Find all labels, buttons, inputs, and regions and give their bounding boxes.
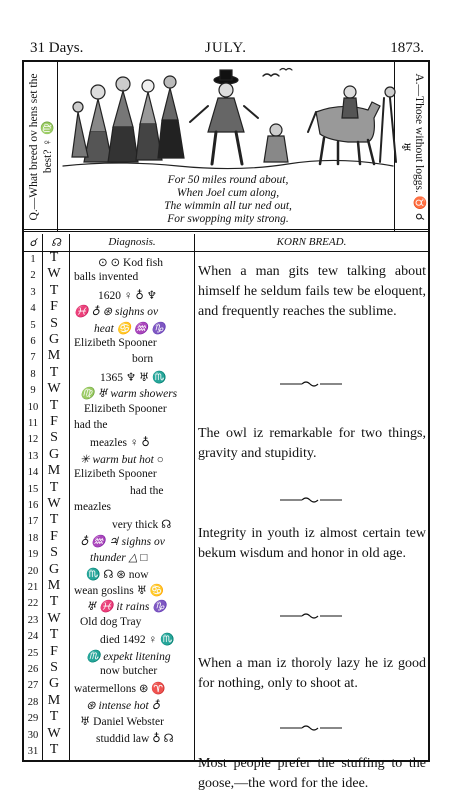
korn-paragraph: When a man gits tew talking about himself he seldum fails tew be eloquent, and frequently reaches the sublime.	[198, 264, 426, 319]
day-number: 14	[27, 467, 39, 479]
calendar-table	[24, 234, 428, 791]
page-header	[22, 36, 430, 60]
month-title: JULY.	[205, 40, 247, 56]
day-number: 18	[27, 532, 39, 544]
column-divider	[42, 234, 43, 762]
day-number: 2	[30, 270, 36, 282]
answer-column	[394, 62, 428, 232]
weekday-letter: S	[50, 660, 58, 675]
weekday-letter: S	[50, 315, 58, 331]
weekday-letter: F	[50, 643, 58, 659]
day-number: 30	[27, 729, 39, 741]
diagnosis-line: had the	[74, 419, 108, 431]
diagnosis-line: balls invented	[74, 271, 139, 284]
day-number: 31	[27, 746, 39, 757]
weekday-letter: M	[47, 692, 61, 708]
weekday-letter: T	[49, 397, 59, 413]
woodcut-illustration	[58, 62, 398, 172]
day-number: 27	[27, 680, 39, 692]
answer-text: A.—Those without loggs. ♉ ☌ ♅	[399, 73, 425, 221]
day-number: 1	[30, 254, 36, 265]
diagnosis-line: ♅ ♓ it rains ♑	[86, 601, 167, 614]
diagnosis-line: now butcher	[100, 665, 158, 677]
diagnosis-line: ♁ ♒ ♃ sighns ov	[80, 535, 165, 548]
verse-line: The wimmin all tur ned out,	[164, 200, 292, 212]
day-number: 5	[30, 319, 36, 331]
weekday-letter: G	[48, 446, 60, 462]
day-number: 15	[27, 483, 39, 495]
day-number: 29	[27, 713, 39, 725]
weekday-letter: W	[47, 725, 61, 741]
diagnosis-line: heat ♋ ♒ ♑	[94, 322, 166, 335]
day-number: 20	[27, 565, 39, 577]
diagnosis-line: Old dog Tray	[80, 615, 142, 628]
diagnosis-line: ♏ ☊ ⊛ now	[86, 568, 149, 581]
weekday-letter: S	[50, 430, 58, 446]
day-number: 8	[30, 368, 36, 380]
weekday-letter: T	[49, 250, 59, 265]
question-column	[24, 62, 58, 232]
ornament-divider	[280, 724, 342, 732]
weekday-letter: T	[49, 709, 59, 725]
weekday-letter: G	[48, 561, 60, 577]
diagnosis-line: ✳ warm but hot ○	[80, 453, 164, 466]
weekday-letter: T	[49, 282, 59, 298]
weekday-letter: W	[47, 496, 61, 511]
year-label: 1873.	[390, 40, 424, 56]
illustration-banner	[24, 62, 428, 232]
central-man	[190, 70, 258, 164]
day-number: 28	[27, 696, 39, 708]
diagnosis-line: Elizibeth Spooner	[74, 337, 157, 349]
right-figure	[380, 87, 396, 162]
weekday-letter: M	[47, 463, 61, 479]
weekday-letter: W	[47, 610, 61, 626]
korn-paragraph: Most people prefer the stuffing to the goose,—the word for the idee.	[198, 756, 426, 791]
day-number: 25	[27, 647, 39, 659]
weekday-letter: G	[48, 332, 60, 347]
column-divider	[194, 234, 195, 762]
day-number: 13	[27, 450, 39, 462]
weekday-letter: T	[49, 594, 59, 610]
ornament-divider	[280, 612, 342, 620]
weekday-letter: T	[49, 627, 59, 643]
korn-paragraph: Integrity in youth iz almost certain tew bekum wisdum and honor in old age.	[198, 526, 426, 561]
ornament-divider	[280, 496, 342, 504]
diagnosis-line: watermellons ⊛ ♈	[74, 683, 166, 696]
weekday-letter: M	[47, 578, 61, 593]
verse-line: For 50 miles round about,	[167, 174, 289, 186]
diagnosis-line: born	[132, 353, 154, 366]
weekday-letter: T	[49, 479, 59, 495]
verse-block	[58, 174, 398, 226]
diagnosis-line: died 1492 ♀ ♏	[100, 634, 175, 647]
diagnosis-line: ♓ ♁ ⊛ sighns ov	[74, 306, 159, 319]
diagnosis-line: thunder △ □	[90, 552, 148, 565]
day-column-header: ☌	[24, 234, 42, 252]
diagnosis-line: ⊙ ⊙ Kod fish	[98, 257, 163, 269]
day-number: 24	[27, 631, 39, 643]
korn-column-header: KORN BREAD.	[195, 234, 428, 252]
weekday-letter: T	[49, 512, 59, 528]
diagnosis-line: meazles ♀ ♁	[90, 437, 150, 450]
question-text: Q.—What breed ov hens set the best? ♀ ♍	[28, 73, 54, 221]
day-number: 7	[30, 352, 36, 364]
diagnosis-line: had the	[130, 484, 164, 497]
diagnosis-column-header: Diagnosis.	[70, 234, 194, 252]
weekday-letter: W	[47, 381, 61, 397]
day-number: 21	[27, 582, 39, 593]
day-number: 4	[30, 303, 36, 315]
diagnosis-line: Elizibeth Spooner	[74, 468, 157, 481]
diagnosis-line: ♍ ♅ warm showers	[80, 388, 178, 401]
day-number: 10	[27, 401, 39, 413]
weekday-letter: F	[50, 414, 58, 429]
weekday-letter: T	[49, 742, 59, 757]
diagnosis-line: ♏ expekt litening	[86, 650, 171, 663]
diagnosis-line: wean goslins ♅ ♋	[74, 585, 165, 597]
horse-figure	[308, 86, 380, 164]
verse-line: For swopping mity strong.	[167, 213, 289, 225]
day-number: 6	[30, 336, 36, 347]
weekday-letter: W	[47, 266, 61, 282]
diagnosis-line: ♅ Daniel Webster	[80, 716, 164, 729]
weekday-column-header: ☊	[43, 234, 69, 252]
day-number: 12	[27, 434, 39, 446]
day-number: 19	[27, 549, 39, 561]
day-number: 26	[27, 664, 39, 675]
small-figure	[264, 124, 288, 162]
diagnosis-line: meazles	[74, 501, 112, 513]
ornament-divider	[280, 380, 342, 388]
korn-paragraph: The owl iz remarkable for two things, gravity and stupidity.	[198, 426, 426, 461]
weekday-letter: F	[50, 528, 58, 544]
diagnosis-line: Elizibeth Spooner	[84, 402, 167, 415]
days-count: 31 Days.	[30, 40, 84, 56]
day-number: 23	[27, 614, 39, 626]
diagnosis-line: very thick ☊	[112, 519, 172, 532]
day-number: 16	[27, 500, 39, 511]
day-number: 17	[27, 516, 39, 528]
weekday-letter: G	[48, 676, 60, 692]
almanac-frame	[22, 60, 430, 791]
weekday-letter: T	[49, 364, 59, 380]
column-divider	[69, 234, 70, 762]
verse-line: When Joel cum along,	[176, 187, 280, 199]
diagnosis-line: ⊛ intense hot ♁	[86, 699, 160, 712]
weekday-letter: M	[47, 348, 61, 364]
day-number: 22	[27, 598, 39, 610]
weekday-letter: F	[50, 299, 58, 315]
weekday-letter: S	[50, 545, 58, 561]
diagnosis-line: 1620 ♀ ♁ ♆	[98, 289, 157, 302]
korn-paragraph: When a man iz thoroly lazy he iz good for nothing, only to shoot at.	[198, 656, 426, 691]
crowd-figures	[72, 76, 184, 162]
diagnosis-line: 1365 ♆ ♅ ♏	[100, 371, 167, 384]
diagnosis-line: studdid law ♁ ☊	[96, 732, 174, 745]
day-number: 3	[30, 286, 36, 298]
day-number: 11	[27, 418, 39, 429]
day-number: 9	[30, 385, 36, 397]
